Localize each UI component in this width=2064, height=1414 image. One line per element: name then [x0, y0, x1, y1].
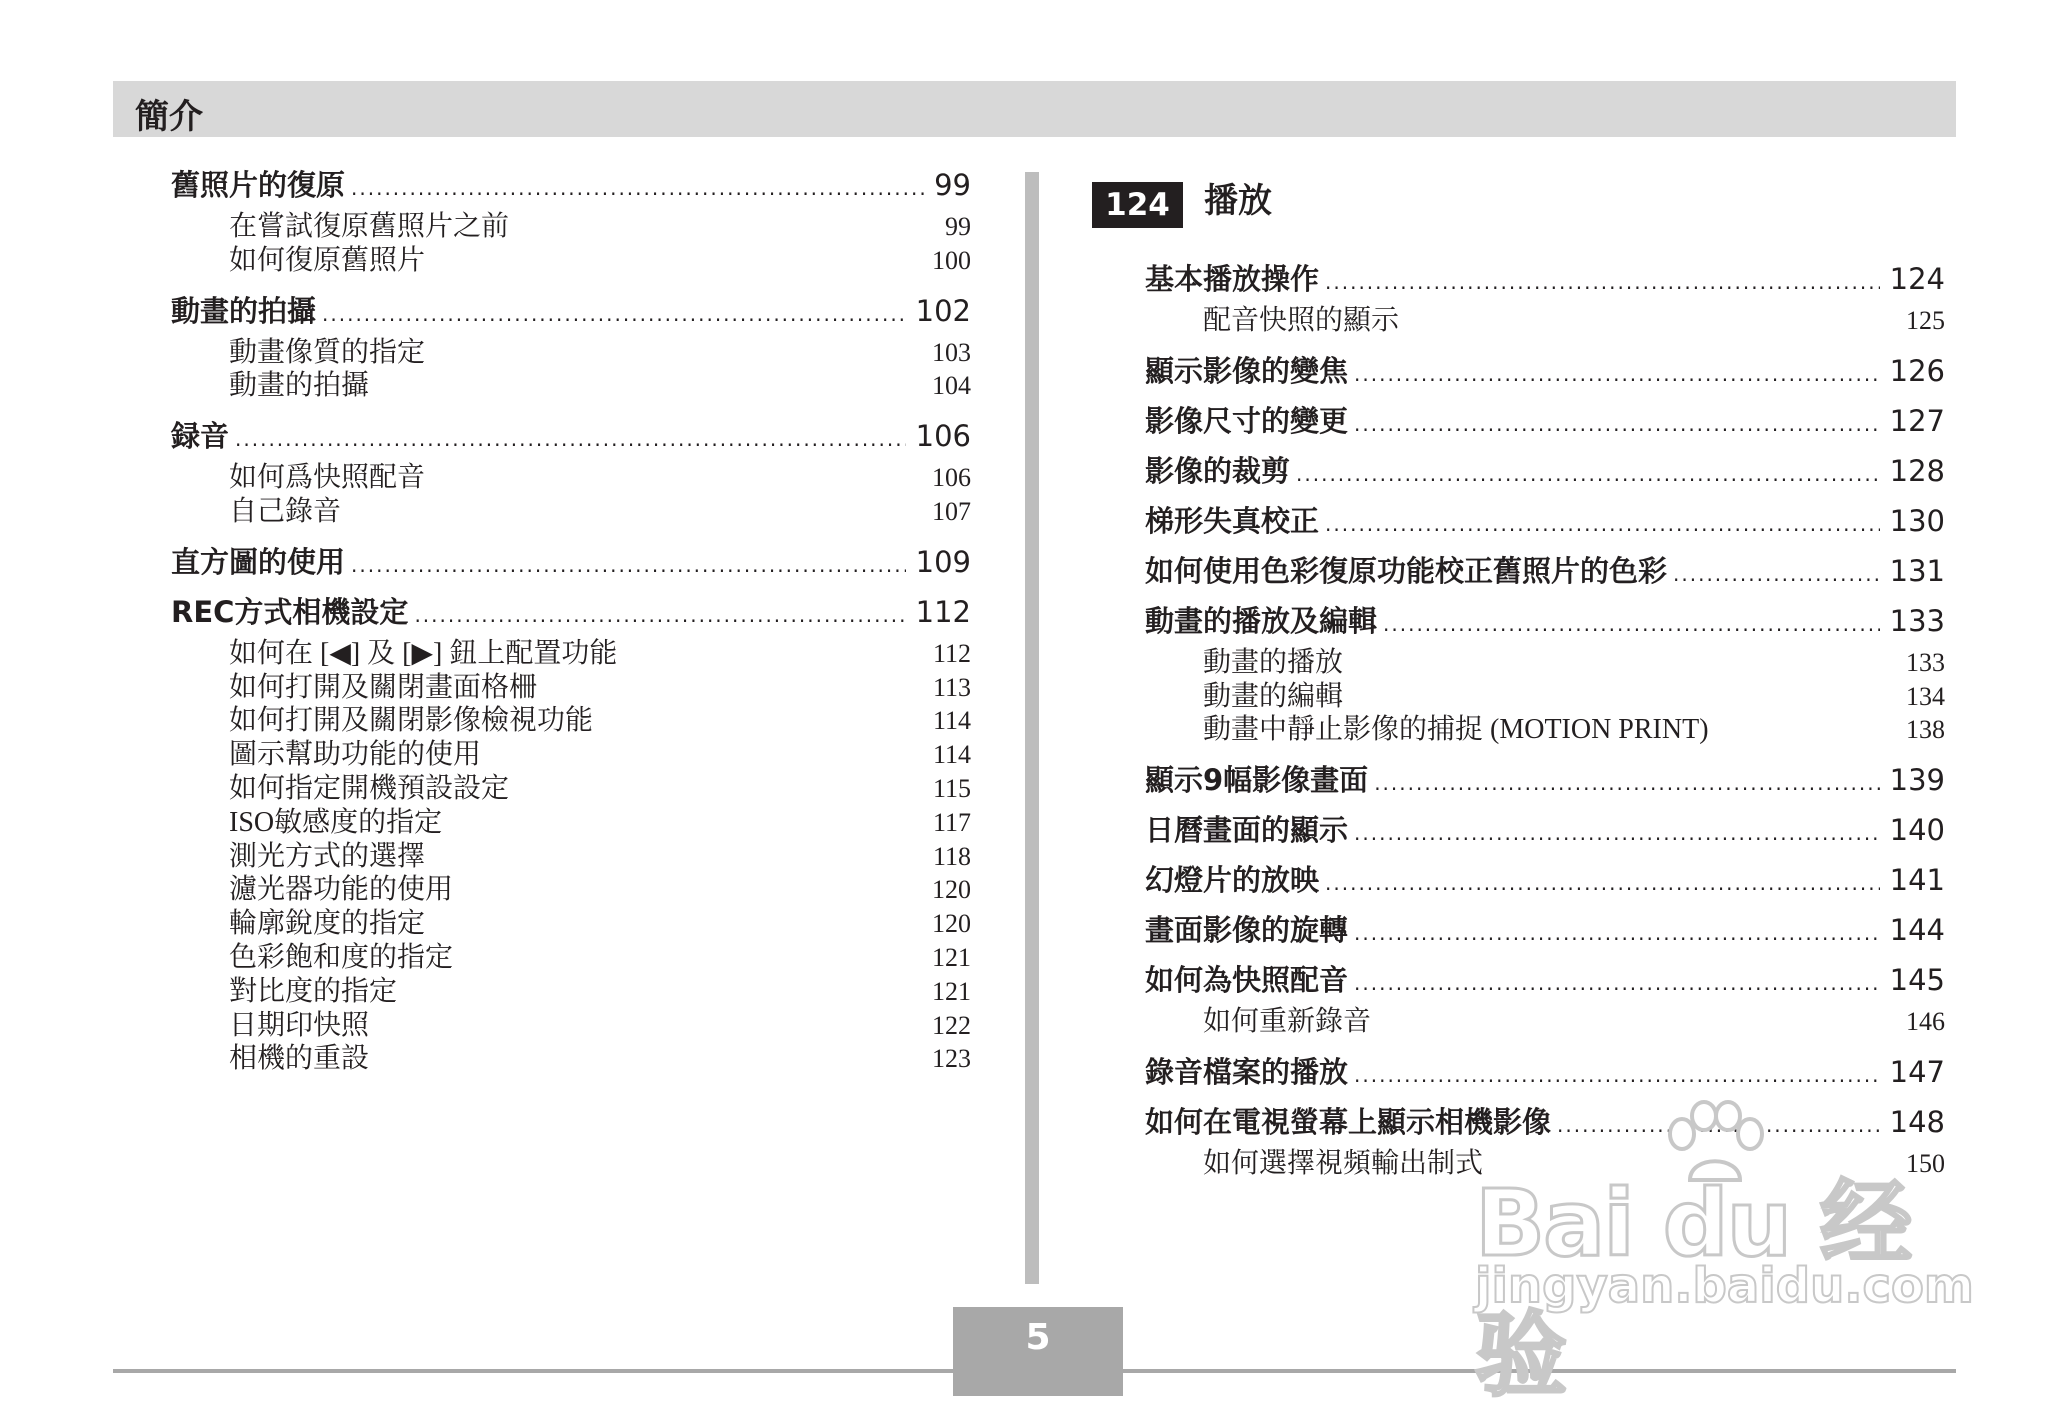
toc-subentry-title: 對比度的指定 — [229, 975, 398, 1007]
toc-entry-title: 影像的裁剪 — [1145, 453, 1291, 488]
toc-entry-page: 145 — [1889, 963, 1945, 998]
toc-entry-page: 131 — [1889, 553, 1945, 588]
toc-group — [1145, 905, 1945, 955]
toc-entry-title: 如何使用色彩復原功能校正舊照片的色彩 — [1145, 553, 1668, 588]
toc-subentry-title: 配音快照的顯示 — [1203, 305, 1400, 336]
dot-leader — [1325, 499, 1880, 549]
toc-entry-page: 109 — [915, 544, 971, 579]
dot-leader — [1383, 599, 1880, 649]
toc-entry-page: 112 — [915, 594, 971, 629]
toc-subentry[interactable] — [1145, 1005, 1945, 1039]
toc-entry-title: 動畫的播放及編輯 — [1145, 603, 1378, 638]
toc-subentry-title: 圖示幫助功能的使用 — [229, 739, 482, 771]
toc-subentry-page: 112 — [932, 638, 971, 668]
toc-right-column — [1105, 160, 1945, 1189]
toc-entry-title: 畫面影像的旋轉 — [1145, 913, 1349, 948]
toc-subentry[interactable] — [171, 704, 971, 738]
toc-group — [1145, 254, 1945, 338]
toc-group — [171, 537, 971, 587]
toc-subentry-title: 色彩飽和度的指定 — [229, 941, 454, 973]
toc-entry[interactable] — [1145, 446, 1945, 496]
toc-entry-page: 106 — [915, 419, 971, 454]
dot-leader — [1354, 349, 1880, 399]
watermark-url: jingyan.baidu.com — [1475, 1258, 1974, 1314]
toc-subentry-page: 114 — [932, 740, 971, 770]
toc-subentry-title: 如何復原舊照片 — [229, 244, 426, 276]
toc-entry[interactable] — [1145, 755, 1945, 805]
toc-subentry-page: 103 — [932, 337, 971, 367]
toc-subentry[interactable] — [171, 244, 971, 278]
toc-subentry-page: 118 — [932, 841, 971, 871]
toc-entry[interactable] — [171, 160, 971, 210]
toc-entry-page: 140 — [1889, 813, 1945, 848]
toc-subentry-page: 106 — [932, 463, 971, 493]
toc-subentry-title: 如何在 [◀] 及 [▶] 鈕上配置功能 — [229, 637, 618, 669]
toc-entry-page: 102 — [915, 293, 971, 328]
toc-group — [1145, 546, 1945, 596]
toc-entry-page: 127 — [1889, 403, 1945, 438]
toc-entry[interactable] — [1145, 496, 1945, 546]
toc-entry[interactable] — [1145, 346, 1945, 396]
toc-right-entries — [1145, 254, 1945, 1181]
toc-subentry-title: 動畫中靜止影像的捕捉 (MOTION PRINT) — [1203, 714, 1709, 746]
toc-subentry[interactable] — [171, 369, 971, 403]
toc-entry-page: 124 — [1889, 262, 1945, 296]
toc-subentry-title: 測光方式的選擇 — [229, 840, 426, 872]
toc-subentry-title: 自己錄音 — [229, 495, 342, 527]
toc-entry-title: 顯示影像的變焦 — [1145, 353, 1349, 388]
toc-subentry-page: 121 — [932, 976, 971, 1006]
toc-subentry-title: 如何爲快照配音 — [229, 462, 426, 494]
toc-entry-page: 148 — [1889, 1104, 1945, 1139]
toc-entry-page: 126 — [1889, 353, 1945, 388]
toc-entry-title: 録音 — [171, 419, 230, 454]
toc-subentry-title: ISO敏感度的指定 — [229, 806, 443, 838]
toc-subentry-title: 如何選擇視頻輸出制式 — [1203, 1147, 1484, 1179]
toc-subentry-title: 動畫的編輯 — [1203, 680, 1344, 712]
toc-subentry-title: 如何打開及關閉影像檢視功能 — [229, 705, 594, 737]
toc-group — [1145, 446, 1945, 496]
toc-subentry-page: 150 — [1906, 1148, 1945, 1178]
dot-leader — [1354, 958, 1880, 1008]
toc-entry[interactable] — [1145, 805, 1945, 855]
toc-entry-title: 錄音檔案的播放 — [1145, 1054, 1349, 1089]
toc-subentry-title: 相機的重設 — [229, 1043, 370, 1075]
toc-subentry[interactable] — [171, 671, 971, 705]
toc-subentry[interactable] — [171, 1009, 971, 1043]
page-number: 5 — [1025, 1317, 1051, 1358]
toc-group — [1145, 1047, 1945, 1097]
toc-group — [1145, 496, 1945, 546]
toc-subentry-page: 134 — [1906, 681, 1945, 711]
dot-leader — [1325, 257, 1880, 307]
toc-entry-title: 動畫的拍攝 — [171, 293, 317, 328]
toc-subentry-title: 日期印快照 — [229, 1009, 370, 1041]
toc-subentry-title: 輪廓銳度的指定 — [229, 908, 426, 940]
dot-leader — [1354, 399, 1880, 449]
toc-subentry-title: 動畫像質的指定 — [229, 336, 426, 368]
toc-subentry-page: 125 — [1906, 306, 1945, 335]
toc-group — [1145, 855, 1945, 905]
toc-subentry-page: 115 — [932, 773, 971, 803]
toc-subentry-page: 104 — [932, 371, 971, 401]
toc-entry[interactable] — [1145, 596, 1945, 646]
toc-entry-title: 如何在電視螢幕上顯示相機影像 — [1145, 1104, 1552, 1139]
toc-subentry[interactable] — [1145, 304, 1945, 338]
toc-subentry[interactable] — [1145, 713, 1945, 747]
toc-entry-title: 基本播放操作 — [1145, 262, 1320, 296]
toc-entry-title: 日曆畫面的顯示 — [1145, 813, 1349, 848]
toc-entry-title: REC方式相機設定 — [171, 594, 409, 629]
toc-subentry-page: 146 — [1906, 1007, 1945, 1037]
toc-subentry[interactable] — [171, 637, 971, 671]
toc-subentry-title: 濾光器功能的使用 — [229, 874, 454, 906]
toc-left-column — [171, 160, 971, 1084]
toc-subentry-page: 120 — [932, 875, 971, 905]
toc-entry-title: 直方圖的使用 — [171, 544, 346, 579]
page-number-tab — [953, 1307, 1123, 1396]
toc-subentry-title: 動畫的播放 — [1203, 646, 1344, 678]
toc-entry[interactable] — [171, 286, 971, 336]
column-divider — [1025, 172, 1039, 1284]
dot-leader — [1673, 549, 1880, 599]
toc-subentry-title: 如何重新錄音 — [1203, 1006, 1372, 1038]
toc-entry[interactable] — [1145, 855, 1945, 905]
toc-entry-page: 144 — [1889, 913, 1945, 948]
toc-entry[interactable] — [1145, 1047, 1945, 1097]
toc-entry-title: 如何為快照配音 — [1145, 963, 1349, 998]
toc-subentry-page: 107 — [932, 496, 971, 526]
toc-subentry[interactable] — [171, 941, 971, 975]
toc-subentry-page: 117 — [932, 807, 971, 837]
toc-subentry[interactable] — [171, 738, 971, 772]
dot-leader — [414, 590, 905, 640]
toc-subentry-page: 114 — [932, 706, 971, 736]
toc-group — [1145, 805, 1945, 855]
toc-entry[interactable] — [171, 411, 971, 461]
toc-subentry-page: 120 — [932, 909, 971, 939]
toc-subentry-page: 123 — [932, 1044, 971, 1074]
toc-subentry[interactable] — [171, 907, 971, 941]
toc-entry-page: 128 — [1889, 453, 1945, 488]
toc-subentry-page: 121 — [932, 942, 971, 972]
toc-group — [171, 411, 971, 529]
toc-subentry-title: 動畫的拍攝 — [229, 370, 370, 402]
dot-leader — [1325, 858, 1880, 908]
toc-subentry-title: 如何指定開機預設設定 — [229, 772, 510, 804]
toc-entry-title: 影像尺寸的變更 — [1145, 403, 1349, 438]
dot-leader — [235, 414, 906, 464]
baidu-watermark — [1475, 1100, 1974, 1409]
toc-entry-page: 147 — [1889, 1054, 1945, 1089]
toc-subentry[interactable] — [171, 461, 971, 495]
dot-leader — [322, 289, 906, 339]
toc-subentry[interactable] — [171, 336, 971, 370]
toc-subentry[interactable] — [171, 806, 971, 840]
toc-entry-title: 舊照片的復原 — [171, 168, 346, 202]
toc-entry-title: 幻燈片的放映 — [1145, 863, 1320, 898]
toc-group — [171, 587, 971, 1076]
toc-subentry[interactable] — [171, 1042, 971, 1076]
toc-group — [171, 160, 971, 278]
watermark-brand: Bai du 经验 — [1475, 1170, 1911, 1409]
dot-leader — [351, 163, 924, 213]
toc-entry[interactable] — [1145, 955, 1945, 1005]
toc-entry-page: 141 — [1889, 863, 1945, 898]
toc-entry[interactable] — [171, 587, 971, 637]
toc-group — [171, 286, 971, 404]
chapter-number-badge: 124 — [1092, 182, 1183, 228]
toc-entry-page: 99 — [934, 168, 971, 202]
toc-subentry[interactable] — [171, 975, 971, 1009]
toc-entry-page: 133 — [1889, 603, 1945, 638]
toc-subentry[interactable] — [171, 772, 971, 806]
toc-entry[interactable] — [171, 537, 971, 587]
toc-subentry-page: 99 — [945, 212, 971, 241]
toc-subentry[interactable] — [171, 210, 971, 244]
toc-subentry[interactable] — [171, 495, 971, 529]
dot-leader — [351, 540, 906, 590]
toc-subentry-title: 如何打開及關閉畫面格柵 — [229, 671, 538, 703]
toc-subentry-title: 在嘗試復原舊照片之前 — [229, 211, 510, 242]
toc-entry[interactable] — [1145, 546, 1945, 596]
chapter-title: 播放 — [1204, 181, 1272, 221]
toc-subentry-page: 133 — [1906, 647, 1945, 677]
toc-entry-page: 139 — [1889, 763, 1945, 798]
toc-entry-title: 梯形失真校正 — [1145, 503, 1320, 538]
toc-subentry-page: 122 — [932, 1010, 971, 1040]
toc-subentry[interactable] — [171, 873, 971, 907]
dot-leader — [1354, 808, 1880, 858]
chapter-heading — [1105, 170, 1945, 230]
dot-leader — [1296, 449, 1880, 499]
toc-group — [1145, 396, 1945, 446]
toc-group — [1145, 346, 1945, 396]
toc-subentry[interactable] — [171, 840, 971, 874]
toc-subentry[interactable] — [1145, 646, 1945, 680]
dot-leader — [1374, 758, 1879, 808]
section-header-bar — [113, 81, 1956, 137]
dot-leader — [1354, 908, 1880, 958]
toc-group — [1145, 596, 1945, 747]
toc-group — [1145, 755, 1945, 805]
toc-entry-page: 130 — [1889, 503, 1945, 538]
toc-subentry-page: 113 — [932, 672, 971, 702]
toc-subentry-page: 100 — [932, 245, 971, 275]
toc-subentry-page: 138 — [1906, 715, 1945, 745]
toc-group — [1145, 955, 1945, 1039]
toc-subentry[interactable] — [1145, 680, 1945, 714]
toc-entry[interactable] — [1145, 254, 1945, 304]
section-title: 簡介 — [135, 97, 203, 137]
toc-entry[interactable] — [1145, 905, 1945, 955]
toc-entry-title: 顯示9幅影像畫面 — [1145, 763, 1369, 798]
dot-leader — [1354, 1050, 1880, 1100]
toc-entry[interactable] — [1145, 396, 1945, 446]
